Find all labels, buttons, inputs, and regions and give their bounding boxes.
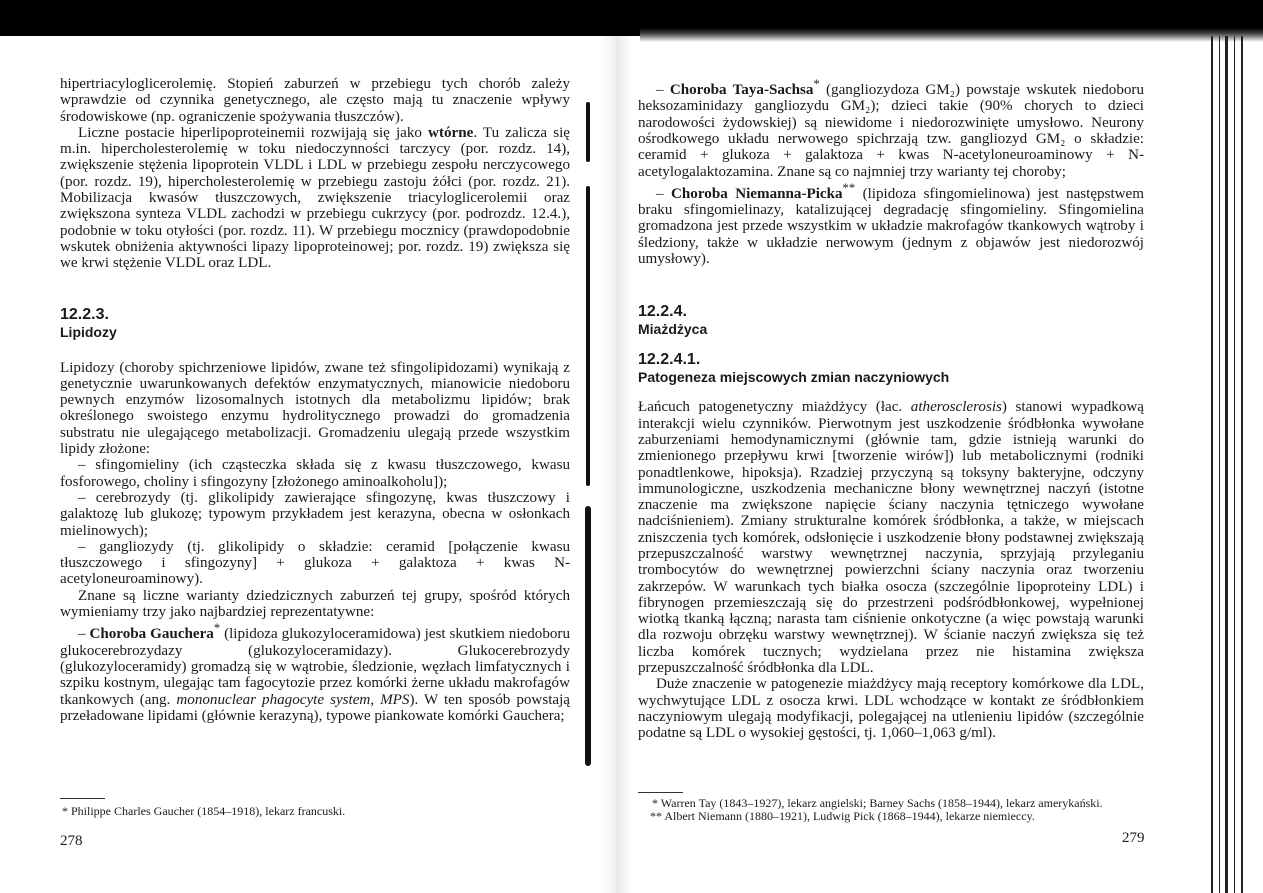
paragraph: Łańcuch patogenetyczny miażdżycy (łac. atherosclerosis) stanowi wypadkową interakcji wielu czynników. Pierwotnym jest uszkodzenie śródbłonka wywołane zaburzeniami hemodynamicznymi (głównie tam, gdzie istnieją warunki do zmienionego przepływu krwi [tworzenie wirów]) lub metabolicznymi (rodniki ponadtlenkowe, hipoksja). Rzadziej przyczyną są toksyny bakteryjne, odczyny immunologiczne, uszkodzenia mechaniczne błony wewnętrznej naczyń (istotne znaczenie ma zwiększone napięcie ściany naczynia tętniczego wywołane nadciśnieniem). Zmiany strukturalne komórek śródbłonka, a także, w miejscach zniszczenia tych komórek, odsłonięcie i uszkodzenie błony podstawnej zwiększają przepuszczalność warstwy wewnętrznej naczynia, sprzyjają przyleganiu trombocytów do wewnętrznej powierzchni ściany naczynia oraz tworzeniu zakrzepów. W warunkach tych białka osocza (szczególnie lipoproteiny LDL) i fibrynogen przemieszczają się do przestrzeni podśródbłonkowej, wypełnionej wiotką tkanką łączną; narasta tam ciśnienie onkotyczne (a więc powstają warunki dla rozwoju obrzęku warstwy wewnętrznej). W ścianie naczyń zwiększa się też liczba komórek tucznych; wydzielana przez nie histamina zwiększa przepuszczalność śródbłonka dla LDL.	[638, 399, 1144, 677]
paragraph: – Choroba Taya-Sachsa* (gangliozydoza GM₂) powstaje wskutek niedoboru heksozaminidazy gangliozydu GM₂); dzieci takie (90% chorych to dzieci narodowości żydowskiej) są niewidome i niedorozwinięte umysłowo. Neurony ośrodkowego układu nerwowego spichrzają tzw. gangliozyd GM₂ o składzie: ceramid + glukoza + galaktoza + kwas N-acetyloneuroaminowy + N-acetylogalaktozamina. Znane są co najmniej trzy warianty tej choroby;	[638, 77, 1145, 180]
section-title: Patogeneza miejscowych zmian naczyniowych	[638, 369, 950, 386]
section-heading	[60, 306, 570, 340]
section-title: Lipidozy	[60, 323, 117, 340]
paragraph: – Choroba Niemanna-Picka** (lipidoza sfingomielinowa) jest następstwem braku sfingomielinazy, katalizującej degradację sfingomieliny. Sfingomielina gromadzona jest przede wszystkim w układzie makrofagów tkankowych wątroby i śledziony, także w układzie nerwowym (jednym z objawów jest niedorozwój umysłowy).	[638, 180, 1144, 268]
subsection-heading	[638, 351, 1144, 385]
page-number: 278	[60, 833, 83, 849]
footnote: * Philippe Charles Gaucher (1854–1918), lekarz francuski.	[62, 804, 346, 818]
footnote-rule	[60, 798, 105, 799]
section-number: 12.2.3.	[60, 305, 109, 323]
page-number: 279	[1122, 830, 1145, 846]
section-heading	[638, 303, 1144, 337]
bold-term: Choroba Taya-Sachsa	[669, 82, 814, 99]
section-number: 12.2.4.	[638, 303, 687, 321]
spine-shadow-mark	[585, 506, 591, 766]
paragraph: Liczne postacie hiperlipoproteinemii rozwijają się jako wtórne. Tu zalicza się m.in. hipercholesterolemię w toku niedoczynności tarczycy (por. rozdz. 14), zwiększenie stężenia lipoprotein VLDL i LDL w przebiegu zespołu nerczycowego (por. rozdz. 19), hipercholesterolemię w przebiegu zastoju żółci (por. rozdz. 21). Mobilizacja kwasów tłuszczowych, zwiększenie triacyloglicerolemii oraz zwiększona synteza VLDL zachodzi w przebiegu cukrzycy (por. podrozdz. 12.4.), podobnie w toku otyłości (por. rozdz. 11). W przebiegu mocznicy (prawdopodobnie wskutek obniżenia aktywności lipazy lipoproteinowej; por. rozdz. 19) zwiększa się we krwi stężenie VLDL oraz LDL.	[60, 124, 570, 272]
italic-term: mononuclear phagocyte system, MPS	[176, 691, 410, 708]
section-number: 12.2.4.1.	[638, 351, 701, 369]
left-page	[60, 76, 570, 818]
footnote: ** Albert Niemann (1880–1921), Ludwig Pick (1868–1944), lekarze niemieccy.	[650, 809, 1035, 823]
list-item: – cerebrozydy (tj. glikolipidy zawierające sfingozynę, kwas tłuszczowy i galaktozę lub glukozę; typowym przykładem jest kerazyna, obecna w osłonkach mielinowych);	[60, 489, 570, 539]
paragraph: Znane są liczne warianty dziedzicznych zaburzeń tej grupy, spośród których wymieniamy trzy jako najbardziej reprezentatywne:	[60, 587, 570, 621]
scan-shadow	[640, 28, 1263, 42]
list-item: – sfingomieliny (ich cząsteczka składa się z kwasu tłuszczowego, kwasu fosforowego, choliny i sfingozyny [złożonego aminoalkoholu]);	[60, 457, 570, 490]
paragraph: Duże znaczenie w patogenezie miażdżycy mają receptory komórkowe dla LDL, wychwytujące LDL z osocza krwi. LDL wchodzące w kontakt ze śródbłonkiem naczyniowym ulegają modyfikacji, polegającej na utlenieniu lipidów (szczególnie podatne są LDL o wysokiej gęstości, tj. 1,060–1,063 g/ml).	[638, 676, 1144, 742]
section-title: Miażdżyca	[638, 321, 708, 338]
spine-shadow-mark	[586, 186, 590, 486]
page-edge-lines	[1201, 36, 1263, 893]
footnote-rule	[638, 792, 683, 793]
italic-term: atherosclerosis	[910, 399, 1002, 416]
list-item: – gangliozydy (tj. glikolipidy o składzie: ceramid [połączenie kwasu tłuszczowego i sfingozyny] + glukoza + galaktoza + kwas N-acetyloneuroaminowy).	[60, 538, 570, 588]
right-page	[638, 76, 1145, 823]
spine-shadow-mark	[586, 102, 590, 162]
footnote: * Warren Tay (1843–1927), lekarz angielski; Barney Sachs (1858–1944), lekarz amerykański.	[652, 796, 1103, 810]
bold-term: Choroba Gauchera	[89, 626, 214, 643]
bold-term: Choroba Niemanna-Picka	[671, 185, 843, 202]
book-spine	[600, 36, 632, 893]
paragraph: hipertriacyloglicerolemię. Stopień zaburzeń w przebiegu tych chorób zależy wprawdzie od czynnika genetycznego, ale często mają tu znaczenie wpływy środowiskowe (np. ograniczenie spożywania tłuszczów).	[60, 76, 570, 125]
bold-term: wtórne	[428, 124, 474, 141]
paragraph: Lipidozy (choroby spichrzeniowe lipidów, zwane też sfingolipidozami) wynikają z genetycznie uwarunkowanych defektów enzymatycznych, mianowicie niedoboru pewnych enzymów lizosomalnych istotnych dla metabolizmu lipidów; brak określonego swoistego enzymu hydrolitycznego prowadzi do gromadzenia substratu nie ulegającego metabolizacji. Gromadzeniu ulegają przede wszystkim lipidy złożone:	[60, 359, 570, 458]
paragraph: – Choroba Gauchera* (lipidoza glukozyloceramidowa) jest skutkiem niedoboru glukocerebrozydazy (glukozyloceramidazy). Glukocerebrozydy (glukozyloceramidy) gromadzą się w wątrobie, śledzionie, węzłach limfatycznych i szpiku kostnym, ulegając tam fagocytozie przez komórki żerne układu makrofagów tkankowych (ang. mononuclear phagocyte system, MPS). W ten sposób powstają przeładowane lipidami (głównie kerazyną), typowe piankowate komórki Gauchera;	[60, 621, 570, 724]
